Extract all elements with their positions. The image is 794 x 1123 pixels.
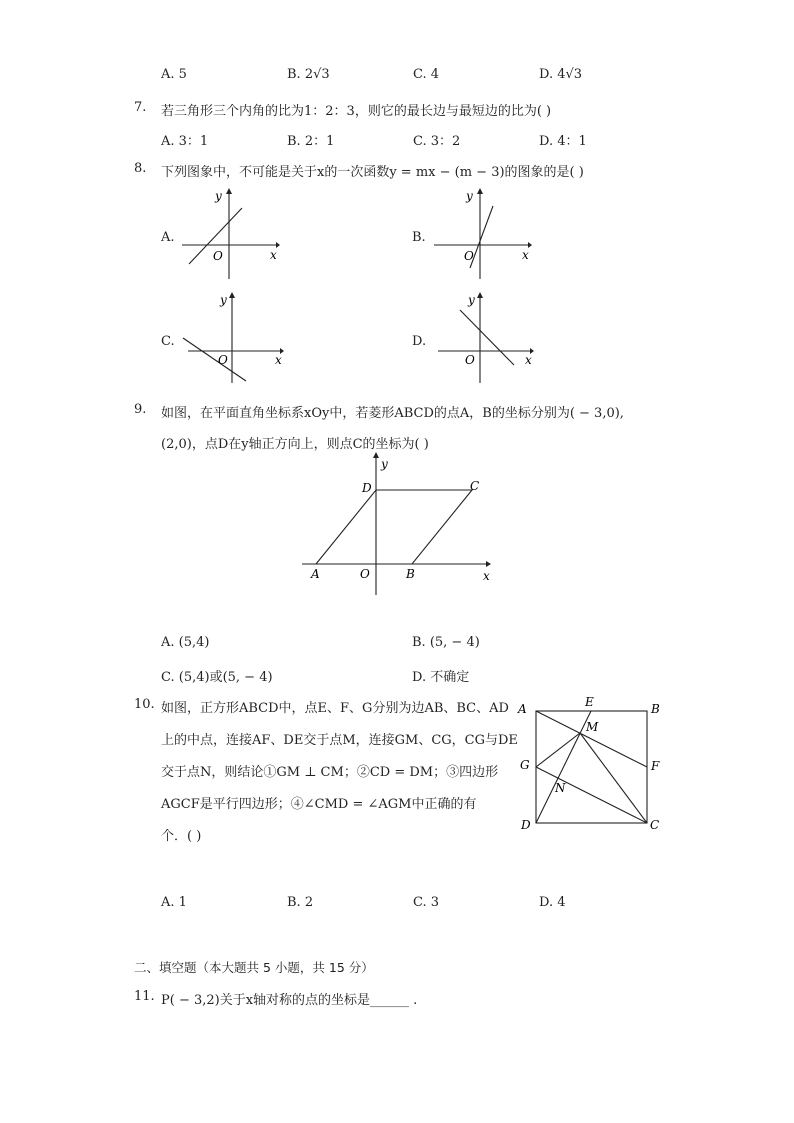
q8-option-b: B.	[412, 230, 426, 245]
q6-option-b: B. 2√3	[287, 67, 330, 82]
q10-line2: 上的中点，连接AF、DE交于点M，连接GM、CG，CG与DE	[161, 733, 518, 748]
q9-number: 9.	[134, 402, 147, 417]
q8-b-y-label: y	[466, 189, 473, 203]
q8-graph-c	[180, 292, 286, 384]
q9-label-x: x	[483, 569, 490, 583]
q10-label-n: N	[555, 781, 566, 795]
q9-label-o: O	[360, 567, 370, 581]
q10-option-c: C. 3	[413, 895, 440, 910]
q8-option-a: A.	[161, 230, 175, 245]
q11-text: P( − 3,2)关于x轴对称的点的坐标是______ .	[161, 993, 418, 1008]
q7-number: 7.	[134, 100, 147, 115]
q8-graph-a	[180, 188, 280, 280]
q10-label-b: B	[651, 702, 660, 716]
q8-option-d: D.	[412, 334, 427, 349]
q8-c-x-label: x	[275, 353, 282, 367]
q8-option-c: C.	[161, 334, 175, 349]
q8-graph-d	[430, 292, 536, 384]
q8-b-x-label: x	[522, 248, 529, 262]
q8-c-y-label: y	[220, 293, 227, 307]
q10-option-a: A. 1	[161, 895, 187, 910]
q10-label-f: F	[651, 759, 660, 773]
q10-option-b: B. 2	[287, 895, 314, 910]
q8-number: 8.	[134, 161, 147, 176]
q9-label-b: B	[406, 567, 415, 581]
q10-label-c: C	[650, 818, 660, 832]
q9-option-b: B. (5, − 4)	[412, 635, 480, 650]
q7-text: 若三角形三个内角的比为1：2：3，则它的最长边与最短边的比为( )	[161, 104, 552, 119]
q10-number: 10.	[134, 697, 155, 712]
q9-option-a: A. (5,4)	[161, 635, 210, 650]
q10-line5: 个．( )	[161, 829, 202, 844]
q8-graph-b	[432, 188, 532, 280]
q9-rhombus-figure	[298, 452, 498, 597]
q7-option-b: B. 2：1	[287, 134, 335, 149]
q11-number: 11.	[134, 989, 155, 1004]
q7-option-d: D. 4：1	[539, 134, 587, 149]
q9-label-c: C	[470, 479, 480, 493]
q9-line2: (2,0)，点D在y轴正方向上，则点C的坐标为( )	[161, 437, 429, 452]
q8-a-origin-label: O	[213, 249, 223, 263]
q6-option-a: A. 5	[161, 67, 187, 82]
q8-a-y-label: y	[215, 189, 222, 203]
q10-line3: 交于点N，则结论①GM ⊥ CM；②CD = DM；③四边形	[161, 765, 499, 780]
q8-d-x-label: x	[525, 353, 532, 367]
q10-label-a: A	[518, 702, 527, 716]
q9-label-d: D	[362, 481, 372, 495]
q10-line4: AGCF是平行四边形；④∠CMD = ∠AGM中正确的有	[161, 797, 477, 812]
q8-b-origin-label: O	[464, 249, 474, 263]
q9-option-d: D. 不确定	[412, 670, 470, 685]
q6-option-c: C. 4	[413, 67, 440, 82]
q9-label-a: A	[311, 567, 320, 581]
q10-line1: 如图，正方形ABCD中，点E、F、G分别为边AB、BC、AD	[161, 701, 509, 716]
q10-label-m: M	[586, 720, 599, 734]
q9-line1: 如图，在平面直角坐标系xOy中，若菱形ABCD的点A，B的坐标分别为( − 3,0),	[161, 406, 624, 421]
q10-label-g: G	[520, 758, 530, 772]
q8-d-origin-label: O	[465, 353, 475, 367]
q9-label-y: y	[381, 457, 388, 471]
q7-option-c: C. 3：2	[413, 134, 461, 149]
q6-option-d: D. 4√3	[539, 67, 583, 82]
q10-square-figure	[515, 695, 665, 835]
q7-option-a: A. 3：1	[161, 134, 209, 149]
q10-label-e: E	[585, 695, 594, 709]
q9-option-c: C. (5,4)或(5, − 4)	[161, 670, 273, 685]
q8-a-x-label: x	[270, 248, 277, 262]
q10-option-d: D. 4	[539, 895, 566, 910]
q10-label-d: D	[521, 818, 531, 832]
section-2-title: 二、填空题（本大题共 5 小题，共 15 分）	[134, 960, 374, 975]
q8-d-y-label: y	[468, 293, 475, 307]
q8-c-origin-label: O	[218, 353, 228, 367]
q8-text: 下列图象中，不可能是关于x的一次函数y = mx − (m − 3)的图象的是( )	[161, 165, 584, 180]
